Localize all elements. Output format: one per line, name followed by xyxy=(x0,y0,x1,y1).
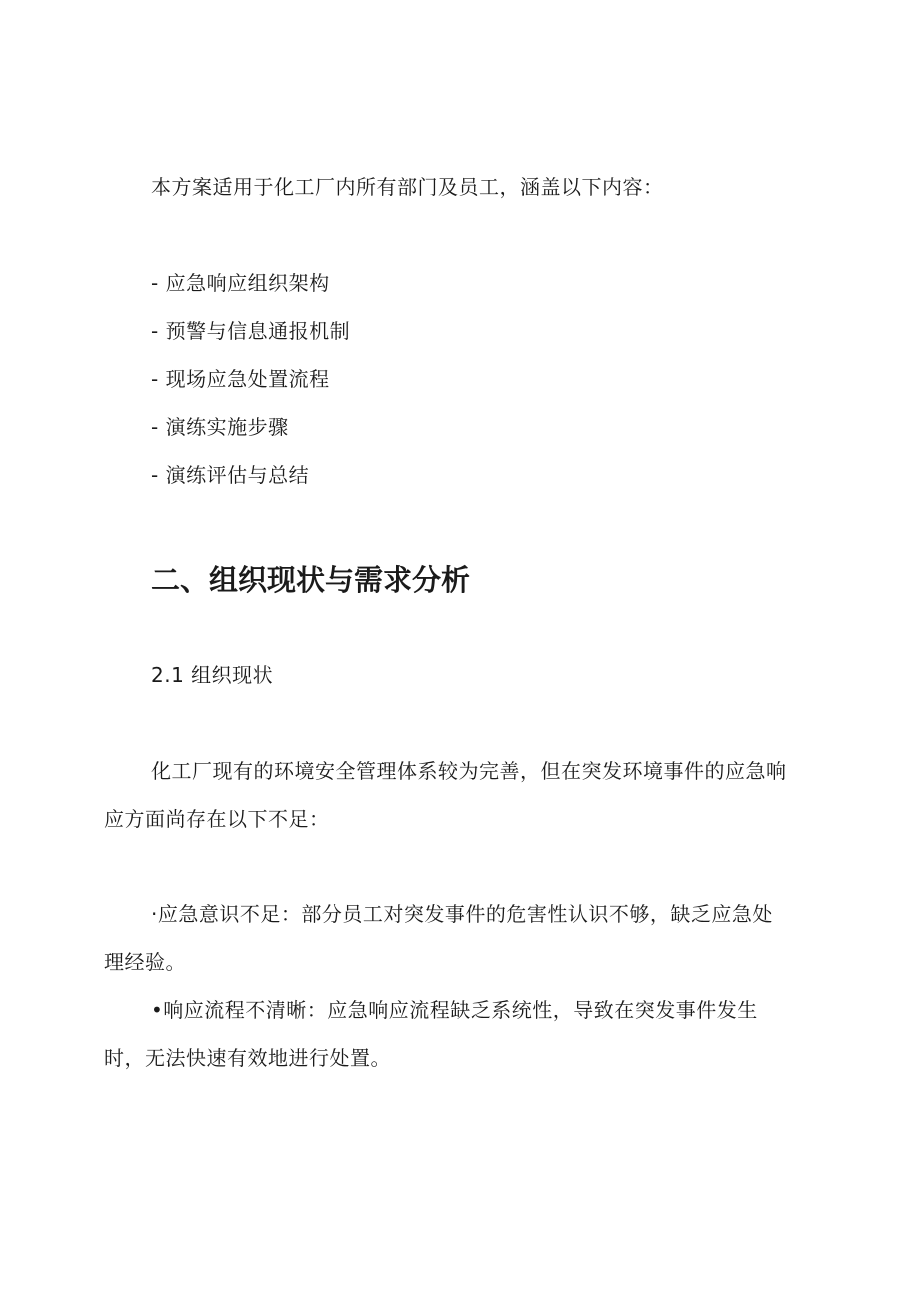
subsection-heading: 2.1 组织现状 xyxy=(151,663,274,687)
bullet-item-process: •响应流程不清晰：应急响应流程缺乏系统性，导致在突发事件发生 xyxy=(151,998,758,1022)
scope-list-item: - 应急响应组织架构 xyxy=(151,271,330,295)
scope-list-item: - 预警与信息通报机制 xyxy=(151,319,351,343)
scope-list-item: - 演练实施步骤 xyxy=(151,415,289,439)
bullet-item-process-continued: 时，无法快速有效地进行处置。 xyxy=(104,1046,391,1070)
bullet-item-awareness: ·应急意识不足：部分员工对突发事件的危害性认识不够，缺乏应急处 xyxy=(151,902,773,926)
scope-intro: 本方案适用于化工厂内所有部门及员工，涵盖以下内容： xyxy=(151,175,664,199)
paragraph-line: 应方面尚存在以下不足： xyxy=(104,807,330,831)
section-heading: 二、组织现状与需求分析 xyxy=(151,563,471,597)
paragraph-line: 化工厂现有的环境安全管理体系较为完善，但在突发环境事件的应急响 xyxy=(151,759,787,783)
scope-list-item: - 现场应急处置流程 xyxy=(151,367,330,391)
bullet-item-awareness-continued: 理经验。 xyxy=(104,950,186,974)
scope-list-item: - 演练评估与总结 xyxy=(151,463,310,487)
